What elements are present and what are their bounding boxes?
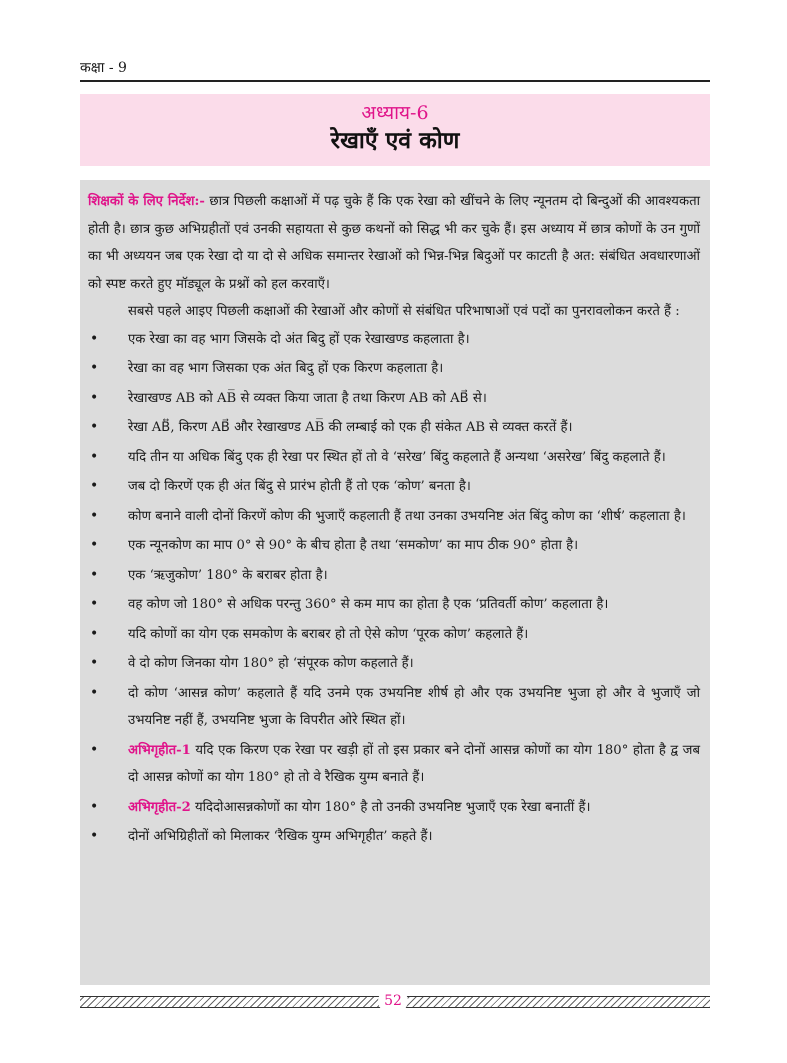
bullet-icon: •: [90, 360, 99, 376]
list-item: [88, 355, 700, 383]
list-item-text: एक ‘ऋजुकोण’ 180° के बराबर होता है।: [128, 567, 328, 583]
axiom-label: अभिगृहीत-1: [128, 742, 191, 758]
bullet-icon: •: [90, 596, 99, 612]
list-item-text: कोण बनाने वाली दोनों किरणें कोण की भुजाएँ कहलाती हैं तथा उनका उभयनिष्ट अंत बिंदु कोण का ‘शीर्ष’ कहलाता है।: [128, 508, 686, 524]
chapter-number: अध्याय-6: [361, 102, 429, 124]
list-item: [88, 385, 700, 413]
list-item-text: दो कोण ‘आसन्न कोण’ कहलाते हैं यदि उनमे एक उभयनिष्ट शीर्ष हो और एक उभयनिष्ट भुजा हो और वे भुजाएँ जो उभयनिष्ट नहीं हैं, उभयनिष्ट भुजा के विपरीत ओरे स्थित हों।: [128, 685, 700, 728]
list-item-text: यदि एक किरण एक रेखा पर खड़ी हों तो इस प्रकार बने दोनों आसन्न कोणों का योग 180° होता है द्व जब दो आसन्न कोणों का योग 180° हो तो वे रैखिक युग्म बनाते हैं।: [128, 742, 700, 785]
list-item-text: रेखा का वह भाग जिसका एक अंत बिदु हों एक किरण कहलाता है।: [128, 361, 444, 376]
list-item-text: रेखाखण्ड AB को AB̅ से व्यक्त किया जाता है तथा किरण AB को AB⃗ से।: [128, 390, 487, 406]
list-item-text: यदि कोणों का योग एक समकोण के बराबर हो तो ऐसे कोण ‘पूरक कोण’ कहलाते हैं।: [128, 626, 529, 642]
bullet-icon: •: [90, 684, 99, 701]
class-label: कक्षा - 9: [80, 60, 127, 76]
bullet-icon: •: [90, 507, 99, 524]
list-item-text: एक रेखा का वह भाग जिसके दो अंत बिदु हों एक रेखाखण्ड कहलाता है।: [128, 331, 470, 347]
list-item: [88, 414, 700, 442]
definitions-list: [88, 326, 700, 851]
list-item: [88, 680, 700, 735]
bullet-icon: •: [90, 828, 99, 844]
bullet-icon: •: [90, 448, 99, 465]
list-item-text: वह कोण जो 180° से अधिक परन्तु 360° से कम माप का होता है एक ‘प्रतिवर्ती कोण’ कहलाता है।: [128, 597, 609, 612]
list-item: [88, 444, 700, 472]
instructions-text: छात्र पिछली कक्षाओं में पढ़ चुके हैं कि एक रेखा को खींचने के लिए न्यूनतम दो बिन्दुओं की आवश्यकता होती है। छात्र कुछ अभिग्रहीतों एवं उनकी सहायता से कुछ कथनों को सिद्ध भी कर चुके हैं। इस अध्याय में छात्र कोणों के उन गुणों का भी अध्ययन जब एक रेखा दो या दो से अधिक समान्तर रेखाओं को भिन्न-भिन्न बिदुओं पर काटती है अत: संबंधित अवधारणाओं को स्पष्ट करते हुए मॉड्यूल के प्रश्नों को हल करवाएँ।: [88, 194, 700, 292]
list-item-text: एक न्यूनकोण का माप 0° से 90° के बीच होता है तथा ‘समकोण’ का माप ठीक 90° होता है।: [128, 538, 579, 553]
bullet-icon: •: [90, 389, 99, 406]
list-item: [88, 621, 700, 649]
list-item: [88, 532, 700, 560]
list-item-text: रेखा AB⃡, किरण AB⃗ और रेखाखण्ड AB̅ की लम्बाई को एक ही संकेत AB से व्यक्त करतें हैं।: [128, 420, 573, 435]
bullet-icon: •: [90, 741, 99, 758]
list-item: [88, 794, 700, 822]
content-panel: [80, 180, 710, 985]
chapter-heading: रेखाएँ एवं कोण: [330, 127, 460, 154]
list-item-text: जब दो किरणें एक ही अंत बिंदु से प्रारंभ होती हैं तो एक ‘कोण’ बनता है।: [128, 479, 471, 494]
bullet-icon: •: [90, 330, 99, 347]
bullet-icon: •: [90, 798, 99, 815]
list-item: [88, 823, 700, 851]
list-item-text: वे दो कोण जिनका योग 180° हो ‘संपूरक कोण कहलाते हैं।: [128, 656, 414, 671]
review-intro: सबसे पहले आइए पिछली कक्षाओं की रेखाओं और कोणों से संबंधित परिभाषाओं एवं पदों का पुनरावलोकन करते हैं :: [128, 304, 680, 319]
page-number: 52: [378, 988, 408, 1014]
list-item: [88, 591, 700, 619]
list-item: [88, 326, 700, 354]
chapter-title-banner: [80, 94, 710, 166]
list-item: [88, 473, 700, 501]
bullet-icon: •: [90, 419, 99, 435]
bullet-icon: •: [90, 566, 99, 583]
instructions-label: शिक्षकों के लिए निर्देश:-: [88, 194, 205, 209]
list-item: [88, 503, 700, 531]
bullet-icon: •: [90, 478, 99, 494]
bullet-icon: •: [90, 537, 99, 553]
bullet-icon: •: [90, 625, 99, 642]
axiom-label: अभिगृहीत-2: [128, 799, 191, 815]
header-divider: [80, 80, 710, 82]
list-item: [88, 737, 700, 792]
list-item-text: यदि तीन या अधिक बिंदु एक ही रेखा पर स्थित हों तो वे ‘सरेख’ बिंदु कहलाते हैं अन्यथा ‘असरेख’ बिंदु कहलाते हैं।: [128, 449, 666, 465]
teacher-instructions: [88, 188, 700, 298]
list-item: [88, 650, 700, 678]
list-item-text: यदिदोआसन्नकोणों का योग 180° है तो उनकी उभयनिष्ट भुजाएँ एक रेखा बनातीं हैं।: [190, 799, 591, 815]
list-item-text: दोनों अभिग्रिहीतों को मिलाकर ‘रैखिक युग्म अभिगृहीत’ कहते हैं।: [128, 829, 433, 844]
list-item: [88, 562, 700, 590]
bullet-icon: •: [90, 655, 99, 671]
